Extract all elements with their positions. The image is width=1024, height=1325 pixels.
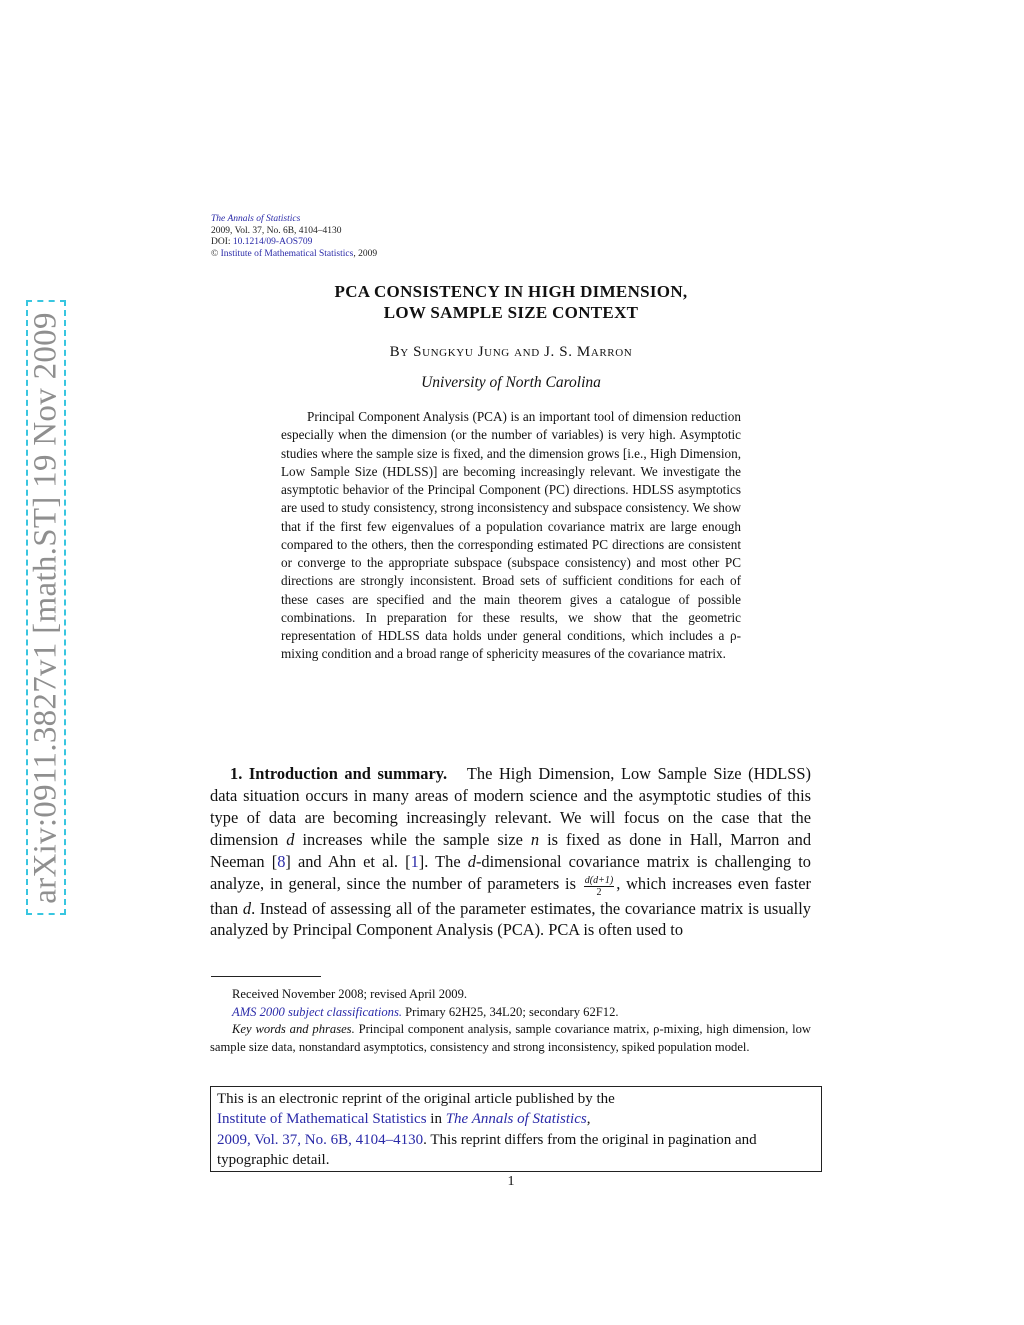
copyright-year: , 2009 bbox=[353, 248, 378, 259]
received-note: Received November 2008; revised April 2009. bbox=[232, 987, 468, 1001]
keywords-text: Principal component analysis, sample covariance matrix, ρ-mixing, high dimension, low sample size data, nonstandard asymptotics, consistency and strong inconsistency, spiked population model. bbox=[210, 1022, 811, 1054]
page-number: 1 bbox=[507, 1174, 515, 1189]
reprint-notice bbox=[210, 1086, 822, 1172]
section-heading: 1. Introduction and summary. bbox=[230, 764, 448, 783]
intro-text: . Instead of assessing all of the parameter estimates, the covariance matrix is usually analyzed by Principal Component Analysis (PCA). PCA is often used to bbox=[210, 898, 811, 940]
paper-title bbox=[211, 281, 811, 323]
math-d: d bbox=[286, 829, 295, 849]
reprint-text: , bbox=[586, 1111, 591, 1128]
intro-text: is fixed as done in Hall, Marron and Neeman [ bbox=[210, 829, 812, 871]
math-d: d bbox=[242, 898, 252, 918]
reprint-text: . This reprint differs from the original in pagination and typographic detail. bbox=[217, 1131, 757, 1168]
fraction bbox=[584, 875, 614, 898]
title-line-1: PCA CONSISTENCY IN HIGH DIMENSION, bbox=[334, 282, 688, 301]
ams-note bbox=[210, 1004, 811, 1022]
ams-classification-link[interactable]: AMS 2000 subject classifications. bbox=[232, 1004, 402, 1019]
arxiv-id: arXiv:0911.3827v1 [math.ST] 19 Nov 2009 bbox=[27, 311, 64, 904]
keywords-label: Key words and phrases. bbox=[232, 1022, 355, 1037]
journal-info bbox=[211, 214, 377, 260]
journal-name-link[interactable]: The Annals of Statistics bbox=[211, 214, 301, 224]
fraction-numerator: d(d+1) bbox=[584, 874, 614, 886]
math-d: d bbox=[467, 851, 476, 871]
reprint-text: in bbox=[426, 1111, 446, 1128]
intro-text: ] and Ahn et al. [ bbox=[285, 851, 411, 871]
doi-label: DOI: bbox=[211, 237, 233, 248]
reprint-line-1: This is an electronic reprint of the original article published by the bbox=[217, 1091, 615, 1107]
intro-text: -dimensional covariance matrix is challenging to analyze, in general, since the number of parameters is bbox=[210, 851, 811, 893]
keywords-note bbox=[210, 1021, 811, 1056]
arxiv-stamp bbox=[26, 300, 66, 915]
abstract: Principal Component Analysis (PCA) is an important tool of dimension reduction especially when the dimension (or the number of variables) is very high. Asymptotic studies where the sample size is fixed, and the dimension grows [i.e., High Dimension, Low Sample Size (HDLSS)] are becoming increasingly relevant. We investigate the asymptotic behavior of the Principal Component (PC) directions. HDLSS asymptotics are used to study consistency, strong inconsistency and subspace consistency. We show that if the first few eigenvalues of a population covariance matrix are large enough compared to the others, then the corresponding estimated PC directions are consistent or converge to the appropriate subspace (subspace consistency) and most other PC directions are strongly inconsistent. Broad sets of sufficient conditions for each of these cases are specified and the main theorem gives a catalogue of possible combinations. In preparation for these results, we show that the geometric representation of HDLSS data holds under general conditions, which includes a ρ-mixing condition and a broad range of sphericity measures of the covariance matrix. bbox=[281, 409, 741, 662]
math-n: n bbox=[530, 829, 540, 849]
authors: By Sungkyu Jung and J. S. Marron bbox=[389, 344, 633, 360]
citation-link[interactable]: 8 bbox=[277, 851, 286, 871]
publisher-link[interactable]: Institute of Mathematical Statistics bbox=[217, 1111, 427, 1128]
volume-line: 2009, Vol. 37, No. 6B, 4104–4130 bbox=[211, 225, 342, 236]
footnote-rule bbox=[211, 976, 321, 977]
introduction-paragraph bbox=[210, 763, 811, 941]
publisher-link[interactable]: Institute of Mathematical Statistics bbox=[220, 248, 354, 259]
doi-link[interactable]: 10.1214/09-AOS709 bbox=[232, 237, 313, 248]
citation-link[interactable]: 1 bbox=[410, 851, 419, 871]
title-line-2: LOW SAMPLE SIZE CONTEXT bbox=[383, 303, 639, 322]
intro-text: , which increases even faster than bbox=[210, 873, 811, 918]
journal-link[interactable]: The Annals of Statistics bbox=[445, 1111, 587, 1128]
intro-text: increases while the sample size bbox=[294, 829, 531, 849]
copyright-icon: © bbox=[211, 248, 219, 259]
intro-text: ]. The bbox=[418, 851, 468, 871]
fraction-denominator: 2 bbox=[596, 886, 602, 898]
ams-text: Primary 62H25, 34L20; secondary 62F12. bbox=[402, 1004, 619, 1019]
intro-text: The High Dimension, Low Sample Size (HDLSS) data situation occurs in many areas of modern science and the asymptotic studies of this type of data are becoming increasingly relevant. We will focus on the case that the dimension bbox=[210, 764, 811, 849]
footnotes bbox=[210, 986, 811, 1056]
citation-link[interactable]: 2009, Vol. 37, No. 6B, 4104–4130 bbox=[217, 1131, 424, 1148]
affiliation: University of North Carolina bbox=[421, 374, 601, 391]
